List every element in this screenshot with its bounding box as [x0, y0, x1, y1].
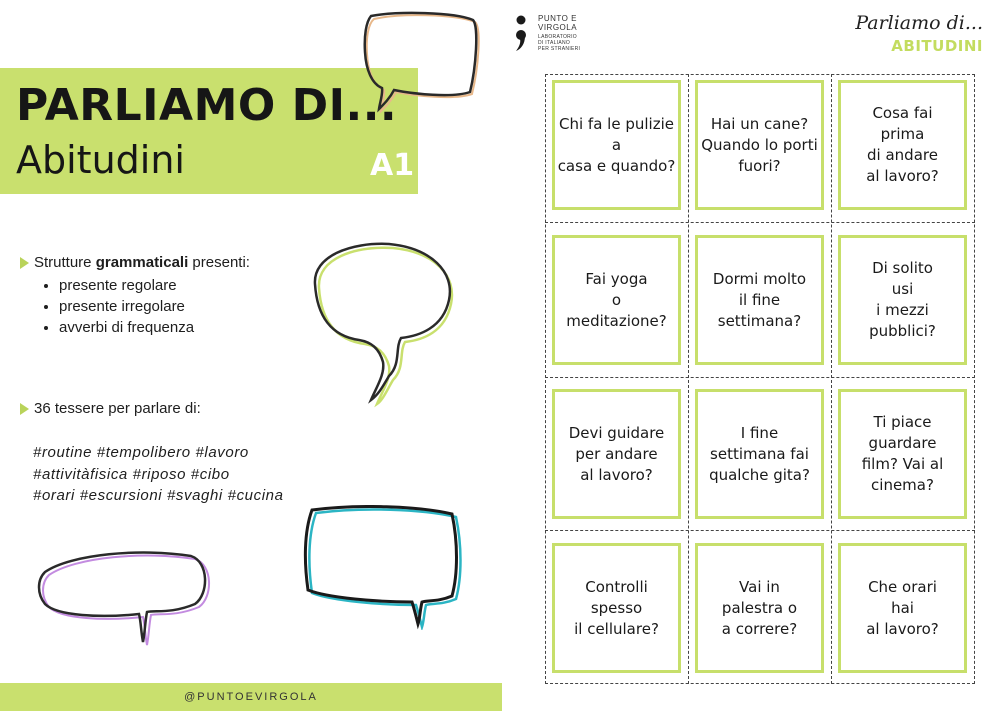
question-card: Hai un cane? Quando lo porti fuori? — [695, 80, 824, 210]
header-title: Parliamo di... — [855, 12, 983, 34]
speech-bubble-middle-icon — [305, 240, 465, 410]
question-card: Ti piace guardare film? Vai al cinema? — [838, 389, 967, 519]
question-card: Fai yoga o meditazione? — [552, 235, 681, 365]
footer-handle: @PUNTOEVIRGOLA — [0, 683, 502, 711]
grammar-structures-label: Strutture grammaticali presenti: — [20, 254, 250, 271]
cut-line — [831, 74, 832, 684]
speech-bubble-bottom-right-icon — [302, 505, 467, 630]
list-item: • presente regolare — [59, 275, 194, 296]
header-subtitle: ABITUDINI — [891, 37, 983, 55]
question-card: Vai in palestra o a correre? — [695, 543, 824, 673]
hashtag-line: #orari #escursioni #svaghi #cucina — [33, 487, 284, 504]
semicolon-logo-icon — [513, 14, 531, 52]
cut-line — [688, 74, 689, 684]
page-title: PARLIAMO DI... — [16, 80, 398, 131]
question-card: Controlli spesso il cellulare? — [552, 543, 681, 673]
triangle-arrow-icon — [20, 403, 29, 415]
cut-line — [545, 377, 975, 378]
hashtag-list — [33, 442, 284, 507]
speech-bubble-bottom-left-icon — [35, 545, 220, 650]
cut-line — [545, 222, 975, 223]
question-card: Che orari hai al lavoro? — [838, 543, 967, 673]
list-item: • avverbi di frequenza — [59, 317, 194, 338]
hashtag-line: #attivitàfisica #riposo #cibo — [33, 465, 230, 483]
question-card: I fine settimana fai qualche gita? — [695, 389, 824, 519]
question-card: Di solito usi i mezzi pubblici? — [838, 235, 967, 365]
triangle-arrow-icon — [20, 257, 29, 269]
question-card: Chi fa le pulizie a casa e quando? — [552, 80, 681, 210]
level-badge: A1 — [370, 148, 415, 183]
tiles-count-label: 36 tessere per parlare di: — [20, 400, 201, 417]
logo-name: PUNTO E VIRGOLA — [538, 14, 578, 32]
grammar-structures-list — [45, 275, 194, 338]
cut-line — [545, 530, 975, 531]
hashtag-line: #routine #tempolibero #lavoro — [33, 444, 249, 461]
logo-tagline: LABORATORIO DI ITALIANO PER STRANIERI — [538, 34, 581, 52]
page-subtitle: Abitudini — [16, 138, 185, 182]
question-card: Cosa fai prima di andare al lavoro? — [838, 80, 967, 210]
question-card: Dormi molto il fine settimana? — [695, 235, 824, 365]
question-card: Devi guidare per andare al lavoro? — [552, 389, 681, 519]
speech-bubble-top-icon — [360, 10, 490, 115]
list-item: • presente irregolare — [59, 296, 194, 317]
